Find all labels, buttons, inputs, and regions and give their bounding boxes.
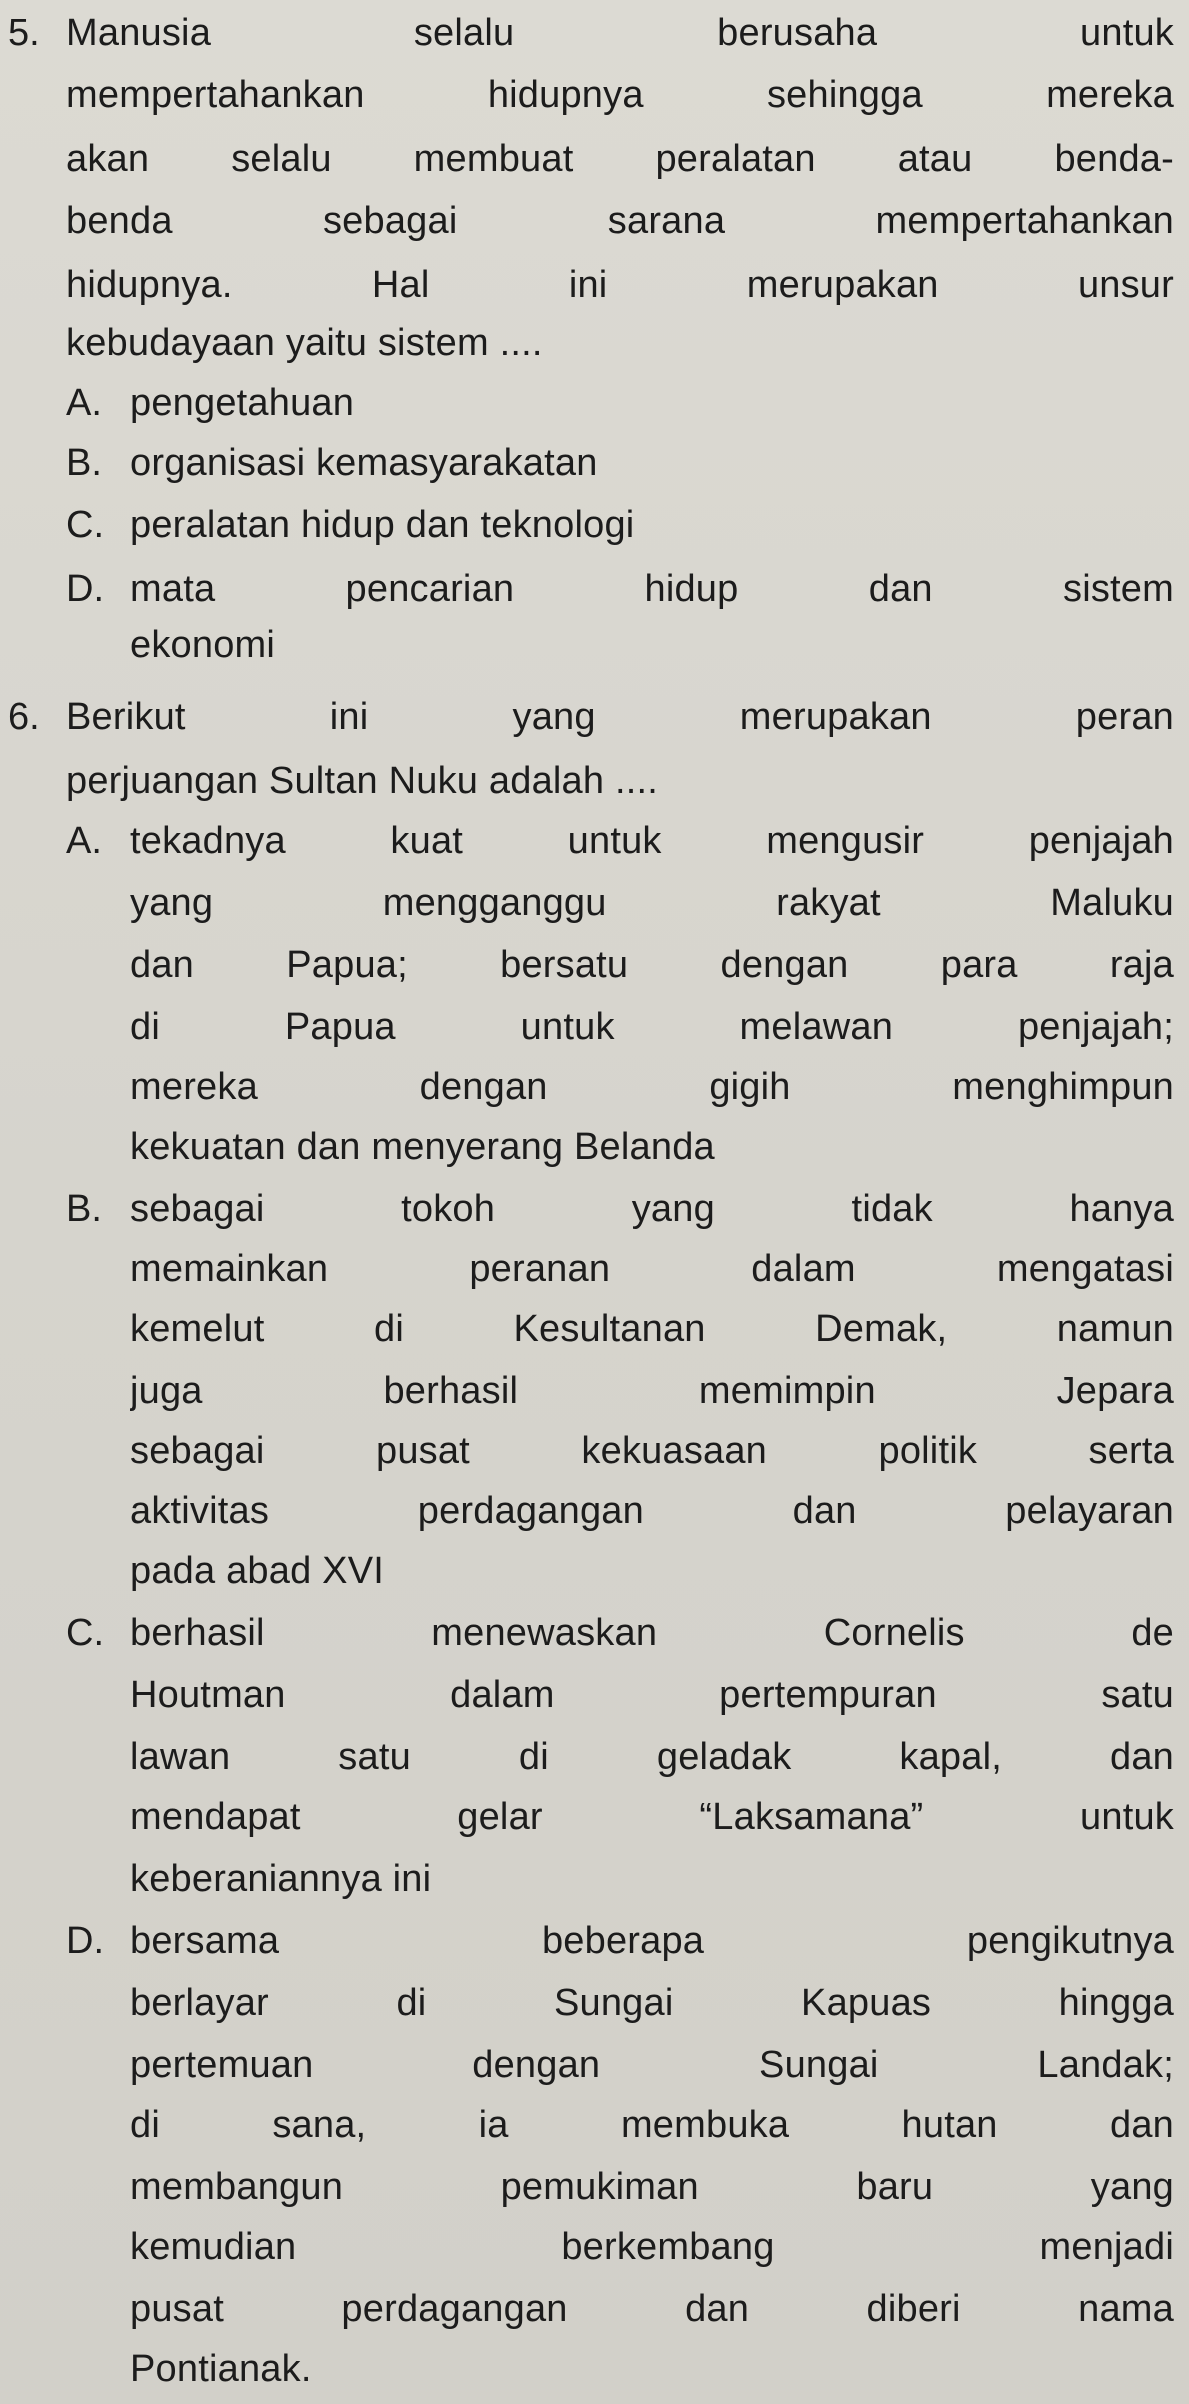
option-text: pusat perdagangan dan diberi nama <box>130 2288 1174 2330</box>
option-text: ekonomi <box>130 624 276 666</box>
question-stem-line: mempertahankan hidupnya sehingga mereka <box>66 74 1174 116</box>
option-text: kemelut di Kesultanan Demak, namun <box>130 1308 1174 1350</box>
option-letter: D. <box>66 568 104 610</box>
option-text: berlayar di Sungai Kapuas hingga <box>130 1982 1174 2024</box>
option-text: juga berhasil memimpin Jepara <box>130 1370 1174 1412</box>
option-letter: B. <box>66 442 102 484</box>
option-text: pertemuan dengan Sungai Landak; <box>130 2044 1174 2086</box>
question-stem-line: Manusia selalu berusaha untuk <box>66 12 1174 54</box>
option-text: mendapat gelar “Laksamana” untuk <box>130 1796 1174 1838</box>
question-stem-line: hidupnya. Hal ini merupakan unsur <box>66 264 1174 306</box>
question-stem-line: benda sebagai sarana mempertahankan <box>66 200 1174 242</box>
option-text: di Papua untuk melawan penjajah; <box>130 1006 1174 1048</box>
option-text: membangun pemukiman baru yang <box>130 2166 1174 2208</box>
option-text: Pontianak. <box>130 2348 312 2390</box>
option-text: pengetahuan <box>130 382 355 424</box>
option-letter: C. <box>66 1612 104 1654</box>
question-number: 6. <box>8 696 40 738</box>
question-stem-line: kebudayaan yaitu sistem .... <box>66 322 543 364</box>
option-text: mata pencarian hidup dan sistem <box>130 568 1174 610</box>
option-text: tekadnya kuat untuk mengusir penjajah <box>130 820 1174 862</box>
option-text: kemudian berkembang menjadi <box>130 2226 1174 2268</box>
option-text: kekuatan dan menyerang Belanda <box>130 1126 715 1168</box>
question-stem-line: Berikut ini yang merupakan peran <box>66 696 1174 738</box>
option-text: yang mengganggu rakyat Maluku <box>130 882 1174 924</box>
option-text: sebagai tokoh yang tidak hanya <box>130 1188 1174 1230</box>
option-letter: A. <box>66 820 102 862</box>
option-text: lawan satu di geladak kapal, dan <box>130 1736 1174 1778</box>
option-letter: B. <box>66 1188 102 1230</box>
question-number: 5. <box>8 12 40 54</box>
option-letter: C. <box>66 504 104 546</box>
option-text: keberaniannya ini <box>130 1858 432 1900</box>
option-text: sebagai pusat kekuasaan politik serta <box>130 1430 1174 1472</box>
option-text: Houtman dalam pertempuran satu <box>130 1674 1174 1716</box>
option-text: memainkan peranan dalam mengatasi <box>130 1248 1174 1290</box>
option-text: organisasi kemasyarakatan <box>130 442 598 484</box>
option-text: pada abad XVI <box>130 1550 385 1592</box>
option-text: dan Papua; bersatu dengan para raja <box>130 944 1174 986</box>
option-letter: A. <box>66 382 102 424</box>
option-text: di sana, ia membuka hutan dan <box>130 2104 1174 2146</box>
option-text: mereka dengan gigih menghimpun <box>130 1066 1174 1108</box>
option-text: berhasil menewaskan Cornelis de <box>130 1612 1174 1654</box>
question-stem-line: akan selalu membuat peralatan atau benda- <box>66 138 1174 180</box>
option-text: peralatan hidup dan teknologi <box>130 504 635 546</box>
option-letter: D. <box>66 1920 104 1962</box>
question-stem-line: perjuangan Sultan Nuku adalah .... <box>66 760 658 802</box>
option-text: bersama beberapa pengikutnya <box>130 1920 1174 1962</box>
option-text: aktivitas perdagangan dan pelayaran <box>130 1490 1174 1532</box>
